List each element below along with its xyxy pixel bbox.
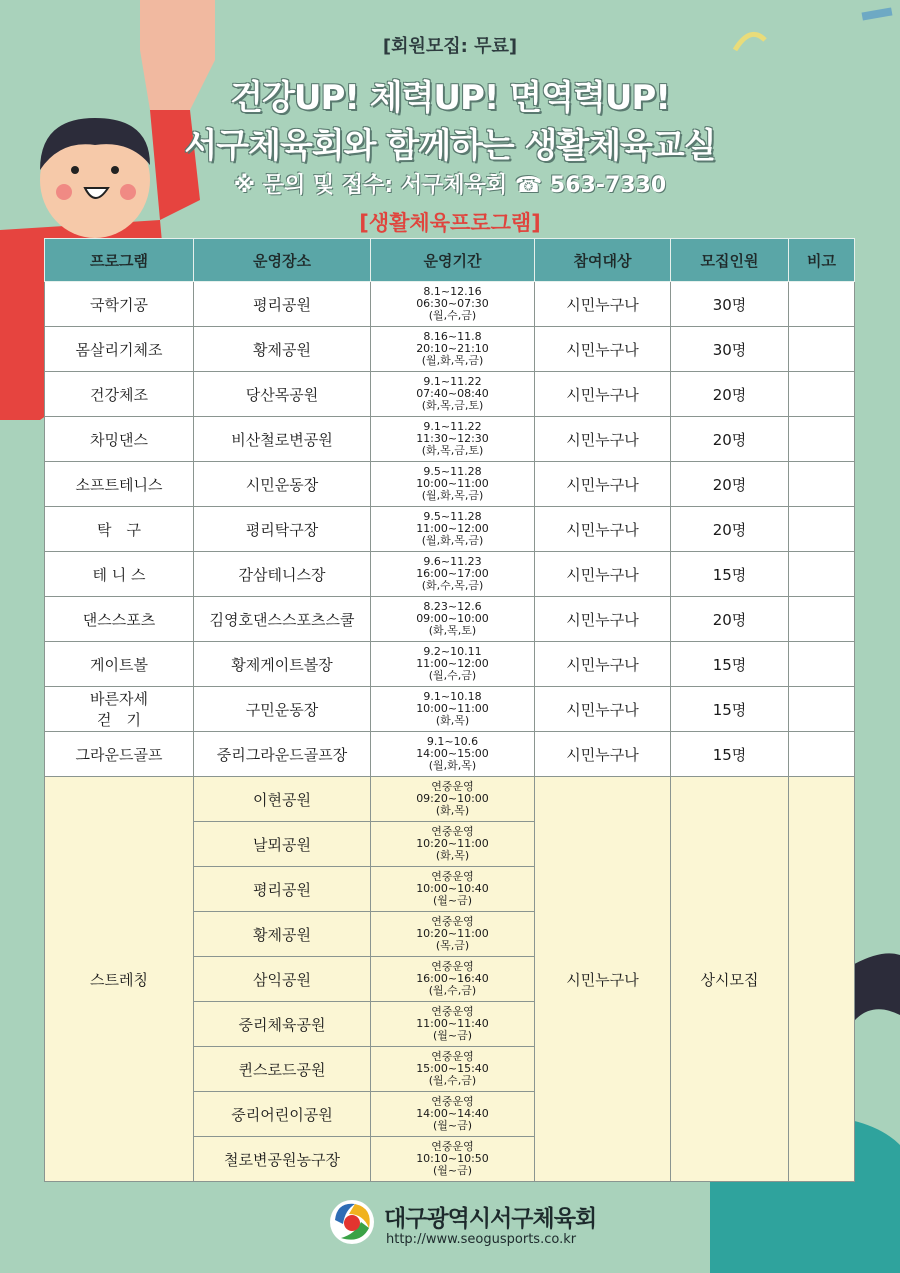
col-header-target: 참여대상 (535, 239, 671, 282)
capacity-cell: 20명 (671, 372, 789, 417)
capacity-cell: 30명 (671, 282, 789, 327)
program-cell: 몸살리기체조 (45, 327, 194, 372)
location-cell: 황제공원 (194, 912, 371, 957)
target-cell: 시민누구나 (535, 327, 671, 372)
remarks-cell (789, 552, 855, 597)
col-header-capacity: 모집인원 (671, 239, 789, 282)
remarks-cell (789, 417, 855, 462)
location-cell: 평리탁구장 (194, 507, 371, 552)
program-cell: 스트레칭 (45, 777, 194, 1182)
period-cell: 8.16~11.8 20:10~21:10 (월,화,목,금) (371, 327, 535, 372)
location-cell: 당산목공원 (194, 372, 371, 417)
capacity-cell: 15명 (671, 552, 789, 597)
table-row (45, 597, 855, 642)
program-cell: 건강체조 (45, 372, 194, 417)
location-cell: 비산철로변공원 (194, 417, 371, 462)
period-cell: 연중운영 09:20~10:00 (화,목) (371, 777, 535, 822)
target-cell: 시민누구나 (535, 597, 671, 642)
capacity-cell: 15명 (671, 687, 789, 732)
capacity-cell: 30명 (671, 327, 789, 372)
section-title: [생활체육프로그램] (359, 211, 541, 235)
program-cell: 국학기공 (45, 282, 194, 327)
location-cell: 날뫼공원 (194, 822, 371, 867)
capacity-cell: 20명 (671, 597, 789, 642)
remarks-cell (789, 372, 855, 417)
contact-phone: 563-7330 (549, 173, 667, 198)
period-cell: 연중운영 16:00~16:40 (월,수,금) (371, 957, 535, 1002)
location-cell: 김영호댄스스포츠스쿨 (194, 597, 371, 642)
table-row (45, 372, 855, 417)
period-cell: 연중운영 10:20~11:00 (화,목) (371, 822, 535, 867)
target-cell: 시민누구나 (535, 687, 671, 732)
recruitment-notice: [회원모집: 무료] (382, 36, 518, 57)
contact-info (0, 168, 900, 199)
capacity-cell: 20명 (671, 417, 789, 462)
location-cell: 감삼테니스장 (194, 552, 371, 597)
location-cell: 평리공원 (194, 282, 371, 327)
period-cell: 연중운영 11:00~11:40 (월~금) (371, 1002, 535, 1047)
table-header-row (45, 239, 855, 282)
table-row (45, 642, 855, 687)
program-cell: 차밍댄스 (45, 417, 194, 462)
period-cell: 8.1~12.16 06:30~07:30 (월,수,금) (371, 282, 535, 327)
remarks-cell (789, 282, 855, 327)
period-cell: 9.5~11.28 10:00~11:00 (월,화,목,금) (371, 462, 535, 507)
remarks-cell (789, 642, 855, 687)
period-cell: 9.5~11.28 11:00~12:00 (월,화,목,금) (371, 507, 535, 552)
period-cell: 연중운영 10:00~10:40 (월~금) (371, 867, 535, 912)
program-cell: 댄스스포츠 (45, 597, 194, 642)
table-row (45, 507, 855, 552)
location-cell: 중리그라운드골프장 (194, 732, 371, 777)
remarks-cell (789, 687, 855, 732)
col-header-program: 프로그램 (45, 239, 194, 282)
col-header-remarks: 비고 (789, 239, 855, 282)
program-cell: 그라운드골프 (45, 732, 194, 777)
target-cell: 시민누구나 (535, 507, 671, 552)
remarks-cell (789, 777, 855, 1182)
location-cell: 황제공원 (194, 327, 371, 372)
location-cell: 삼익공원 (194, 957, 371, 1002)
program-cell: 소프트테니스 (45, 462, 194, 507)
target-cell: 시민누구나 (535, 462, 671, 507)
table-row (45, 462, 855, 507)
col-header-period: 운영기간 (371, 239, 535, 282)
period-cell: 연중운영 15:00~15:40 (월,수,금) (371, 1047, 535, 1092)
period-cell: 9.2~10.11 11:00~12:00 (월,수,금) (371, 642, 535, 687)
col-header-location: 운영장소 (194, 239, 371, 282)
capacity-cell: 상시모집 (671, 777, 789, 1182)
period-cell: 9.1~11.22 11:30~12:30 (화,목,금,토) (371, 417, 535, 462)
page-title-line-1: 건강UP! 체력UP! 면역력UP! (230, 78, 670, 118)
organization-name: 대구광역시서구체육회 (384, 1206, 597, 1232)
location-cell: 구민운동장 (194, 687, 371, 732)
period-cell: 9.1~10.18 10:00~11:00 (화,목) (371, 687, 535, 732)
table-row (45, 552, 855, 597)
period-cell: 연중운영 10:20~11:00 (목,금) (371, 912, 535, 957)
location-cell: 이현공원 (194, 777, 371, 822)
table-row (45, 282, 855, 327)
program-cell: 게이트볼 (45, 642, 194, 687)
table-row (45, 777, 855, 822)
target-cell: 시민누구나 (535, 282, 671, 327)
location-cell: 황제게이트볼장 (194, 642, 371, 687)
remarks-cell (789, 462, 855, 507)
period-cell: 연중운영 10:10~10:50 (월~금) (371, 1137, 535, 1182)
target-cell: 시민누구나 (535, 552, 671, 597)
location-cell: 시민운동장 (194, 462, 371, 507)
target-cell: 시민누구나 (535, 417, 671, 462)
location-cell: 철로변공원농구장 (194, 1137, 371, 1182)
location-cell: 중리체육공원 (194, 1002, 371, 1047)
period-cell: 9.1~10.6 14:00~15:00 (월,화,목) (371, 732, 535, 777)
remarks-cell (789, 597, 855, 642)
confetti-decoration (860, 6, 894, 26)
table-row (45, 417, 855, 462)
table-row (45, 327, 855, 372)
capacity-cell: 20명 (671, 507, 789, 552)
organization-logo (327, 1196, 377, 1246)
contact-label: ※ 문의 및 접수: 서구체육회 (233, 173, 508, 198)
capacity-cell: 15명 (671, 642, 789, 687)
period-cell: 연중운영 14:00~14:40 (월~금) (371, 1092, 535, 1137)
page-title-line-2: 서구체육회와 함께하는 생활체육교실 (184, 126, 716, 166)
table-row (45, 687, 855, 732)
target-cell: 시민누구나 (535, 777, 671, 1182)
remarks-cell (789, 732, 855, 777)
program-cell: 탁 구 (45, 507, 194, 552)
capacity-cell: 20명 (671, 462, 789, 507)
target-cell: 시민누구나 (535, 372, 671, 417)
location-cell: 중리어린이공원 (194, 1092, 371, 1137)
table-row (45, 732, 855, 777)
remarks-cell (789, 507, 855, 552)
remarks-cell (789, 327, 855, 372)
capacity-cell: 15명 (671, 732, 789, 777)
target-cell: 시민누구나 (535, 642, 671, 687)
target-cell: 시민누구나 (535, 732, 671, 777)
period-cell: 9.1~11.22 07:40~08:40 (화,목,금,토) (371, 372, 535, 417)
period-cell: 8.23~12.6 09:00~10:00 (화,목,토) (371, 597, 535, 642)
program-cell: 바른자세 걷 기 (45, 687, 194, 732)
phone-icon: ☎ (514, 173, 543, 198)
period-cell: 9.6~11.23 16:00~17:00 (화,수,목,금) (371, 552, 535, 597)
program-cell: 테 니 스 (45, 552, 194, 597)
location-cell: 평리공원 (194, 867, 371, 912)
program-schedule-table (44, 238, 855, 1182)
location-cell: 퀸스로드공원 (194, 1047, 371, 1092)
organization-url[interactable]: http://www.seogusports.co.kr (386, 1232, 577, 1247)
